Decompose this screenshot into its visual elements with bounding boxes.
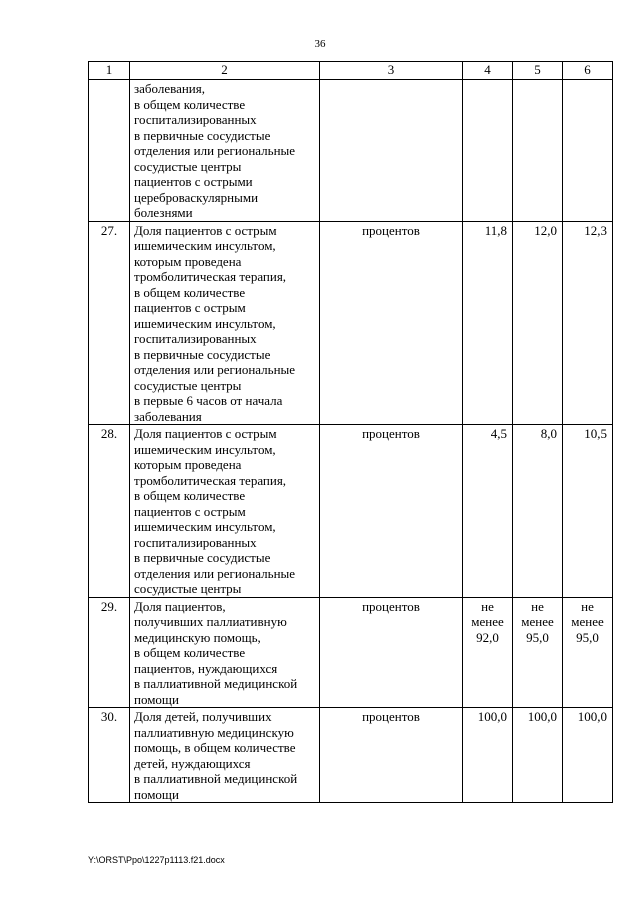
page-number: 36 [314,38,326,50]
description-line: которым проведена [134,457,242,472]
description-line: медицинскую помощь, [134,629,261,645]
description-line: цереброваскулярными [134,189,259,205]
description-line: в общем количестве [134,284,246,300]
table-header-row [89,62,613,80]
description-line: ишемическим инсультом, [134,519,276,534]
value-line: 8,0 [540,426,557,441]
value-line: 12,0 [534,222,557,238]
value-line: 12,3 [584,222,607,238]
description-line: помощь, в общем количестве [134,740,296,755]
value-cell-col6 [563,708,613,803]
row-number-cell: 28. [89,425,130,598]
description-line: в первичные сосудистые [134,127,271,143]
description-line: ишемическим инсультом, [134,238,276,253]
row-number-cell: 30. [89,708,130,803]
description-line: пациентов с острым [134,503,246,519]
value-cell-col4 [463,708,513,803]
description-line: пациентов, нуждающихся [134,660,278,676]
value-line: 95,0 [576,629,599,645]
unit-cell: процентов [320,425,463,598]
value-cell-col4 [463,597,513,708]
row-number-cell: 29. [89,597,130,708]
value-cell-col5 [513,425,563,598]
value-line: менее [521,614,554,629]
column-header-2: 2 [130,62,320,80]
unit-cell: процентов [320,708,463,803]
description-line: ишемическим инсультом, [134,315,276,331]
description-line: в первичные сосудистые [134,550,271,565]
table-row [89,708,613,803]
description-line: Доля пациентов с острым [134,426,277,441]
description-line: госпитализированных [134,112,257,127]
indicator-description [130,425,320,598]
description-line: Доля пациентов с острым [134,222,277,238]
unit-cell: процентов [320,221,463,425]
description-line: помощи [134,786,179,802]
value-cell-col6 [563,425,613,598]
indicator-description [130,80,320,222]
description-line: тромболитическая терапия, [134,269,287,284]
description-line: в паллиативной медицинской [134,771,298,786]
indicator-description [130,597,320,708]
value-cell-col6 [563,80,613,222]
description-line: в первые 6 часов от начала [134,393,283,408]
indicator-description [130,221,320,425]
row-number-cell [89,80,130,222]
column-header-4: 4 [463,62,513,80]
value-line: 10,5 [584,426,607,441]
table-row [89,597,613,708]
description-line: сосудистые центры [134,158,242,174]
file-path-footer: Y:\ORST\Ppo\1227p1113.f21.docx [88,855,225,865]
description-line: в первичные сосудистые [134,346,271,362]
value-line: 95,0 [526,629,549,645]
value-cell-col5 [513,80,563,222]
description-line: в паллиативной медицинской [134,676,298,691]
value-cell-col5 [513,221,563,425]
value-line: 11,8 [484,222,507,238]
unit-cell: процентов [320,597,463,708]
value-cell-col6 [563,597,613,708]
description-line: в общем количестве [134,645,246,660]
description-line: детей, нуждающихся [134,755,251,771]
description-line: ишемическим инсультом, [134,441,276,457]
value-line: не [481,598,494,614]
table-row [89,221,613,425]
value-line: 92,0 [476,629,499,645]
value-cell-col6 [563,221,613,425]
description-line: Доля детей, получивших [134,709,272,724]
column-header-6: 6 [563,62,613,80]
description-line: которым проведена [134,253,242,269]
description-line: заболевания [134,408,202,424]
value-line: 4,5 [490,426,507,441]
table-row-continuation [89,80,613,222]
value-line: 100,0 [477,709,507,724]
description-line: тромболитическая терапия, [134,472,287,488]
description-line: госпитализированных [134,534,257,550]
description-line: пациентов с острым [134,300,246,315]
description-line: заболевания, [134,81,205,96]
description-line: помощи [134,691,179,707]
value-line: менее [571,614,604,629]
description-line: отделения или региональные [134,143,296,158]
value-cell-col4 [463,425,513,598]
description-line: отделения или региональные [134,362,296,377]
description-line: получивших паллиативную [134,614,287,629]
column-header-5: 5 [513,62,563,80]
description-line: Доля пациентов, [134,598,226,614]
indicator-description [130,708,320,803]
description-line: в общем количестве [134,96,246,112]
unit-cell [320,80,463,222]
description-line: пациентов с острыми [134,174,253,189]
description-line: паллиативную медицинскую [134,724,294,740]
value-cell-col5 [513,597,563,708]
description-line: сосудистые центры [134,581,242,596]
value-cell-col4 [463,80,513,222]
value-line: менее [471,614,504,629]
description-line: болезнями [134,205,193,220]
description-line: отделения или региональные [134,565,296,581]
value-line: не [581,598,594,614]
column-header-1: 1 [89,62,130,80]
row-number-cell: 27. [89,221,130,425]
value-line: 100,0 [577,709,607,724]
description-line: госпитализированных [134,331,257,346]
value-cell-col5 [513,708,563,803]
column-header-3: 3 [320,62,463,80]
value-line: 100,0 [527,709,557,724]
indicators-table [88,61,613,803]
description-line: сосудистые центры [134,377,242,393]
table-row [89,425,613,598]
description-line: в общем количестве [134,488,246,503]
value-cell-col4 [463,221,513,425]
value-line: не [531,598,544,614]
